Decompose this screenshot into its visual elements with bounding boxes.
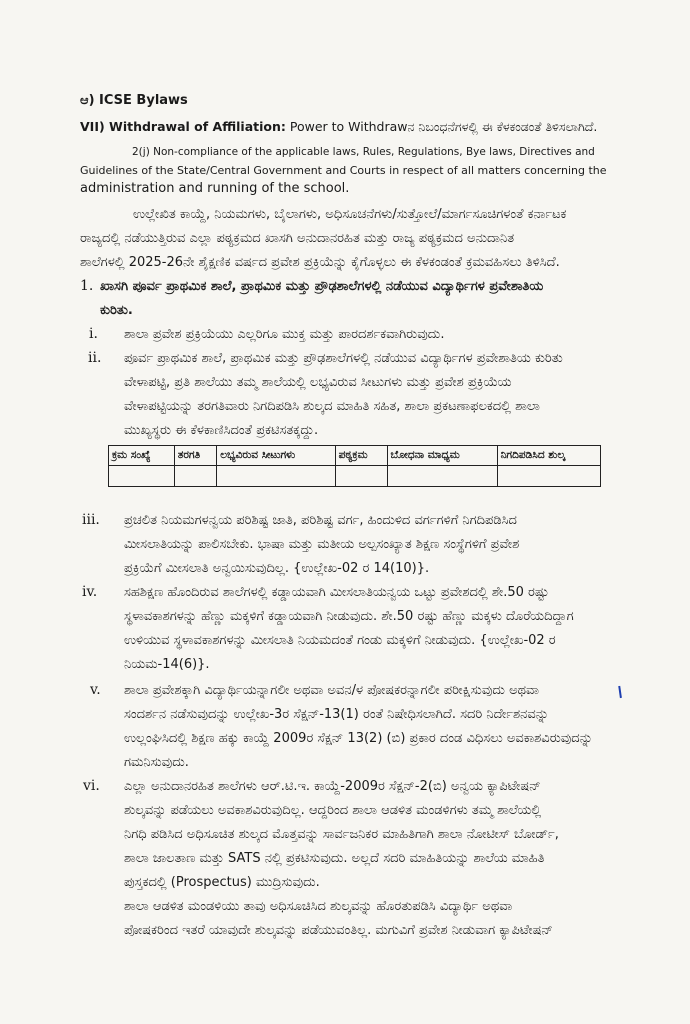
item-ii-text: ಪೂರ್ವ ಪ್ರಾಥಮಿಕ ಶಾಲೆ, ಪ್ರಾಥಮಿಕ ಮತ್ತು ಪ್ರೌಢಶಾಲೆಗಳಲ್ಲಿ ನಡೆಯುವ ವಿದ್ಯಾರ್ಥಿಗಳ ಪ್ರವೇಶಾತಿಯ ಕುರಿತು: [124, 351, 563, 366]
table-header-row: [109, 446, 601, 466]
item-vi-label: vi.: [83, 778, 100, 794]
section-heading: ಆ) ICSE Bylaws: [80, 93, 188, 108]
table-cell: [497, 466, 600, 487]
table-header-cell: ಪಠ್ಯಕ್ರಮ: [335, 446, 387, 466]
item-v-label: v.: [90, 682, 101, 698]
item-vi-text: ಶುಲ್ಕವನ್ನು ಪಡೆಯಲು ಅವಕಾಶವಿರುವುದಿಲ್ಲ. ಆದ್ದರಿಂದ ಶಾಲಾ ಆಡಳಿತ ಮಂಡಳಿಗಳು ತಮ್ಮ ಶಾಲೆಯಲ್ಲಿ: [124, 803, 542, 818]
clause-2j-line: Guidelines of the State/Central Government and Courts in respect of all matters concerning the: [80, 164, 607, 177]
item-v-text: ಗಮನಿಸುವುದು.: [124, 755, 189, 770]
item-ii-text: ಮುಖ್ಯಸ್ಥರು ಈ ಕೆಳಕಾಣಿಸಿದಂತೆ ಪ್ರಕಟಿಸತಕ್ಕದ್ದು.: [124, 423, 319, 438]
table-cell: [335, 466, 387, 487]
item-vi-text: ಶಾಲಾ ಜಾಲತಾಣ ಮತ್ತು SATS ನಲ್ಲಿ ಪ್ರಕಟಿಸುವುದು. ಅಲ್ಲದೆ ಸದರಿ ಮಾಹಿತಿಯನ್ನು ಶಾಲೆಯ ಮಾಹಿತಿ: [124, 851, 545, 866]
intro-line: ಉಲ್ಲೇಖಿತ ಕಾಯ್ದೆ, ನಿಯಮಗಳು, ಬೈಲಾಗಳು, ಅಧಿಸೂಚನೆಗಳು/ಸುತ್ತೋಲೆ/ಮಾರ್ಗಸೂಚಿಗಳಂತೆ ಕರ್ನಾಟಕ: [133, 207, 567, 222]
item-v-text: ಉಲ್ಲಂಘಿಸಿದಲ್ಲಿ ಶಿಕ್ಷಣ ಹಕ್ಕು ಕಾಯ್ದೆ 2009ರ ಸೆಕ್ಷನ್ 13(2) (ಬಿ) ಪ್ರಕಾರ ದಂಡ ವಿಧಿಸಲು ಅವಕಾಶವಿರುವುದನ್ನು: [124, 731, 593, 746]
table-header-cell: ತರಗತಿ: [174, 446, 216, 466]
table-header-cell: ನಿಗದಿಪಡಿಸಿದ ಶುಲ್ಕ: [497, 446, 600, 466]
table-cell: [387, 466, 497, 487]
item-vi-text: ಪೋಷಕರಿಂದ ಇತರೆ ಯಾವುದೇ ಶುಲ್ಕವನ್ನು ಪಡೆಯುವಂತಿಲ್ಲ. ಮಗುವಿಗೆ ಪ್ರವೇಶ ನೀಡುವಾಗ ಕ್ಯಾಪಿಟೇಷನ್: [124, 923, 553, 938]
table-header-cell: ಬೋಧನಾ ಮಾಧ್ಯಮ: [387, 446, 497, 466]
withdrawal-title: VII) Withdrawal of Affiliation:: [80, 119, 286, 134]
item-ii-text: ವೇಳಾಪಟ್ಟಿಯನ್ನು ತರಗತಿವಾರು ನಿಗದಿಪಡಿಸಿ ಶುಲ್ಕದ ಮಾಹಿತಿ ಸಹಿತ, ಶಾಲಾ ಪ್ರಕಟಣಾಫಲಕದಲ್ಲಿ ಶಾಲಾ: [124, 399, 540, 414]
item-vi-text: ಶಾಲಾ ಆಡಳಿತ ಮಂಡಳಿಯು ತಾವು ಅಧಿಸೂಚಿಸಿದ ಶುಲ್ಕವನ್ನು ಹೊರತುಪಡಿಸಿ ವಿದ್ಯಾರ್ಥಿ ಅಥವಾ: [124, 899, 513, 914]
withdrawal-text: Power to Withdrawನ ನಿಬಂಧನೆಗಳಲ್ಲಿ ಈ ಕೆಳಕಂಡಂತೆ ತಿಳಿಸಲಾಗಿದೆ.: [285, 119, 598, 134]
item-vi-text: ನಿಗಧಿ ಪಡಿಸಿದ ಅಧಿಸೂಚಿತ ಶುಲ್ಕದ ಮೊತ್ತವನ್ನು ಸಾರ್ವಜನಿಕರ ಮಾಹಿತಿಗಾಗಿ ಶಾಲಾ ನೋಟೀಸ್ ಬೋರ್ಡ್,: [124, 827, 559, 842]
item-iii-text: ಮೀಸಲಾತಿಯನ್ನು ಪಾಲಿಸಬೇಕು. ಭಾಷಾ ಮತ್ತು ಮತೀಯ ಅಲ್ಪಸಂಖ್ಯಾತ ಶಿಕ್ಷಣ ಸಂಸ್ಥೆಗಳಿಗೆ ಪ್ರವೇಶ: [124, 537, 520, 552]
table-cell: [109, 466, 175, 487]
table-header-cell: ಕ್ರಮ ಸಂಖ್ಯೆ: [109, 446, 175, 466]
item-v-text: ಸಂದರ್ಶನ ನಡೆಸುವುದನ್ನು ಉಲ್ಲೇಖ-3ರ ಸೆಕ್ಷನ್-13(1) ರಂತೆ ನಿಷೇಧಿಸಲಾಗಿದೆ. ಸದರಿ ನಿರ್ದೇಶನವನ್ನು: [124, 707, 549, 722]
table-cell: [217, 466, 335, 487]
item-i-text: ಶಾಲಾ ಪ್ರವೇಶ ಪ್ರಕ್ರಿಯೆಯು ಎಲ್ಲರಿಗೂ ಮುಕ್ತ ಮತ್ತು ಪಾರದರ್ಶಕವಾಗಿರುವುದು.: [124, 327, 445, 342]
item-v-text: ಶಾಲಾ ಪ್ರವೇಶಕ್ಕಾಗಿ ವಿದ್ಯಾರ್ಥಿಯನ್ನಾಗಲೀ ಅಥವಾ ಅವನ/ಳ ಪೋಷಕರನ್ನಾಗಲೀ ಪರೀಕ್ಷಿಸುವುದು ಅಥವಾ: [124, 683, 539, 698]
item-iv-text: ನಿಯಮ-14(6)}.: [124, 657, 210, 672]
clause-2j-line: 2(j) Non-compliance of the applicable laws, Rules, Regulations, Bye laws, Directives and: [132, 146, 595, 158]
withdrawal-heading: [80, 118, 597, 135]
item-vi-text: ಪುಸ್ತಕದಲ್ಲಿ (Prospectus) ಮುದ್ರಿಸುವುದು.: [124, 875, 320, 890]
table-row: [109, 466, 601, 487]
admission-info-table: [108, 445, 601, 487]
point-1-heading: ಕುರಿತು.: [100, 303, 133, 318]
item-ii-label: ii.: [88, 350, 102, 366]
item-i-label: i.: [89, 326, 98, 342]
point-1-number: 1.: [80, 278, 94, 294]
item-iv-text: ಸ್ಥಳಾವಕಾಶಗಳನ್ನು ಹೆಣ್ಣು ಮಕ್ಕಳಿಗೆ ಕಡ್ಡಾಯವಾಗಿ ನೀಡುವುದು. ಶೇ.50 ರಷ್ಟು ಹೆಣ್ಣು ಮಕ್ಕಳು ದೊರೆಯದಿದ್ದಾಗ: [124, 609, 574, 624]
table-header-cell: ಲಭ್ಯವಿರುವ ಸೀಟುಗಳು: [217, 446, 335, 466]
item-vi-text: ಎಲ್ಲಾ ಅನುದಾನರಹಿತ ಶಾಲೆಗಳು ಆರ್.ಟಿ.ಇ. ಕಾಯ್ದೆ-2009ರ ಸೆಕ್ಷನ್-2(ಬಿ) ಅನ್ವಯ ಕ್ಯಾಪಿಟೇಷನ್: [124, 779, 541, 794]
item-iii-text: ಪ್ರಕ್ರಿಯೆಗೆ ಮೀಸಲಾತಿ ಅನ್ವಯಿಸುವುದಿಲ್ಲ. {ಉಲ್ಲೇಖ-02 ರ 14(10)}.: [124, 561, 430, 576]
item-ii-text: ವೇಳಾಪಟ್ಟಿ, ಪ್ರತಿ ಶಾಲೆಯು ತಮ್ಮ ಶಾಲೆಯಲ್ಲಿ ಲಭ್ಯವಿರುವ ಸೀಟುಗಳು ಮತ್ತು ಪ್ರವೇಶ ಪ್ರಕ್ರಿಯೆಯ: [124, 375, 512, 390]
item-iii-label: iii.: [82, 512, 100, 528]
clause-2j-line: administration and running of the school.: [80, 181, 350, 196]
intro-line: ಶಾಲೆಗಳಲ್ಲಿ 2025-26ನೇ ಶೈಕ್ಷಣಿಕ ವರ್ಷದ ಪ್ರವೇಶ ಪ್ರಕ್ರಿಯೆನ್ನು ಕೈಗೊಳ್ಳಲು ಈ ಕೆಳಕಂಡಂತೆ ಕ್ರಮವಹಿಸಲು ತಿಳಿಸಿದೆ.: [80, 255, 560, 270]
item-iv-label: iv.: [82, 584, 98, 600]
table-cell: [174, 466, 216, 487]
item-iv-text: ಸಹಶಿಕ್ಷಣ ಹೊಂದಿರುವ ಶಾಲೆಗಳಲ್ಲಿ ಕಡ್ಡಾಯವಾಗಿ ಮೀಸಲಾತಿಯನ್ವಯ ಒಟ್ಟು ಪ್ರವೇಶದಲ್ಲಿ ಶೇ.50 ರಷ್ಟು: [124, 585, 549, 600]
intro-line: ರಾಜ್ಯದಲ್ಲಿ ನಡೆಯುತ್ತಿರುವ ಎಲ್ಲಾ ಪಠ್ಯಕ್ರಮದ ಖಾಸಗಿ ಅನುದಾನರಹಿತ ಮತ್ತು ರಾಜ್ಯ ಪಠ್ಯಕ್ರಮದ ಅನುದಾನಿತ: [80, 231, 515, 246]
point-1-heading: ಖಾಸಗಿ ಪೂರ್ವ ಪ್ರಾಥಮಿಕ ಶಾಲೆ, ಪ್ರಾಥಮಿಕ ಮತ್ತು ಪ್ರೌಢಶಾಲೆಗಳಲ್ಲಿ ನಡೆಯುವ ವಿದ್ಯಾರ್ಥಿಗಳ ಪ್ರವೇಶಾತಿಯ: [100, 279, 544, 294]
handwritten-margin-mark: ı: [615, 678, 625, 705]
item-iii-text: ಪ್ರಚಲಿತ ನಿಯಮಗಳನ್ವಯ ಪರಿಶಿಷ್ಟ ಜಾತಿ, ಪರಿಶಿಷ್ಟ ವರ್ಗ, ಹಿಂದುಳಿದ ವರ್ಗಗಳಿಗೆ ನಿಗದಿಪಡಿಸಿದ: [124, 513, 517, 528]
item-iv-text: ಉಳಿಯುವ ಸ್ಥಳಾವಕಾಶಗಳನ್ನು ಮೀಸಲಾತಿ ನಿಯಮದಂತೆ ಗಂಡು ಮಕ್ಕಳಿಗೆ ನೀಡುವುದು. {ಉಲ್ಲೇಖ-02 ರ: [124, 633, 556, 648]
